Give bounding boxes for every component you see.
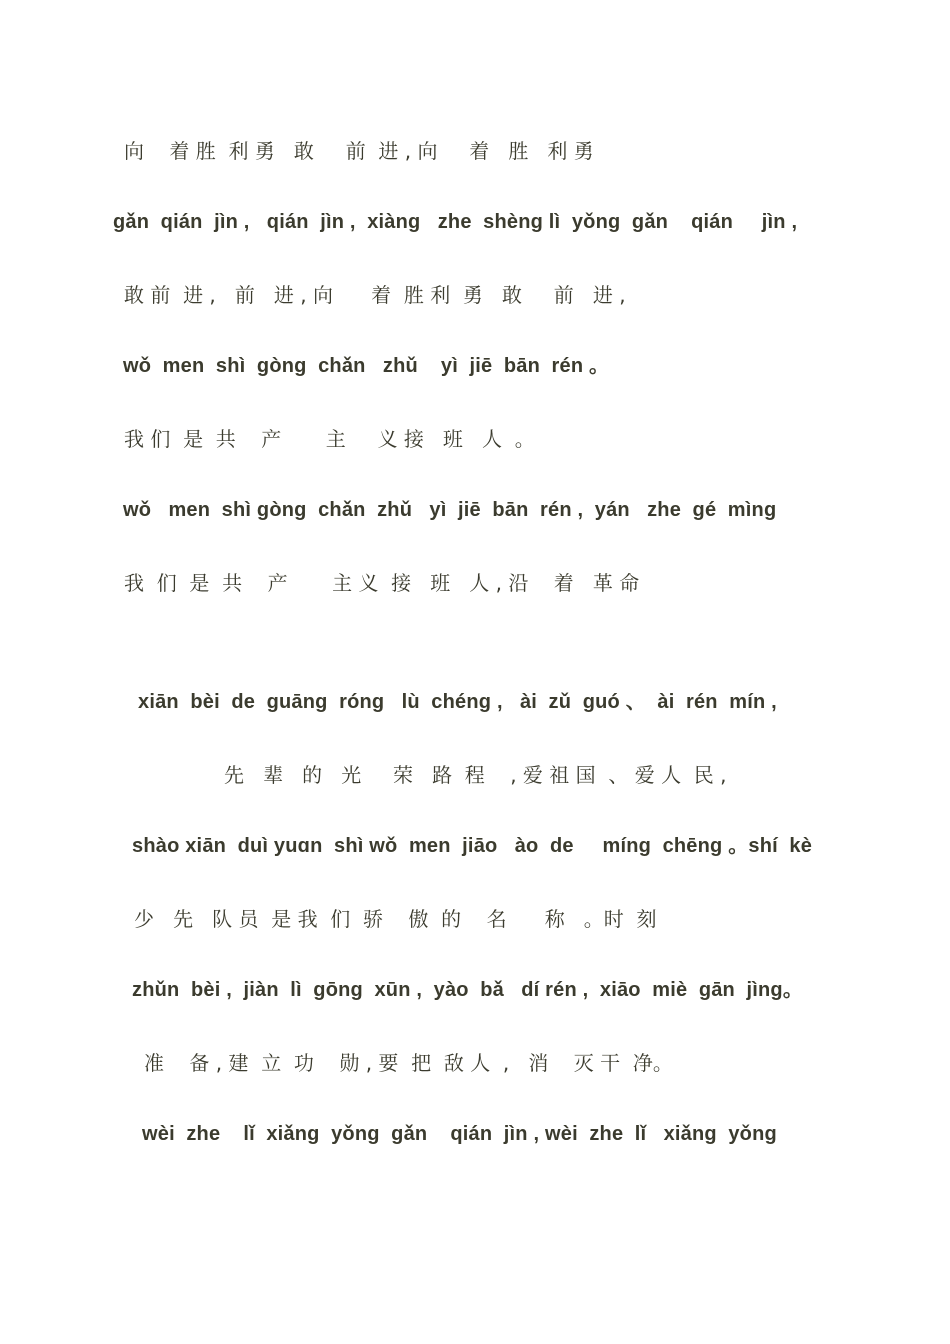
- lyric-pinyin-line-2: gǎn qián jìn , qián jìn , xiàng zhe shèng lì yǒng gǎn qián jìn ,: [113, 211, 798, 233]
- lyric-hanzi-line-1: 向 着 胜 利 勇 敢 前 进 , 向 着 胜 利 勇: [124, 139, 594, 163]
- lyric-hanzi-line-9: 先 辈 的 光 荣 路 程 , 爱 祖 国 、 爱 人 民 ,: [224, 763, 727, 787]
- lyric-hanzi-line-7: 我 们 是 共 产 主 义 接 班 人 , 沿 着 革 命: [124, 571, 640, 595]
- lyric-hanzi-line-13: 准 备 , 建 立 功 勋 , 要 把 敌 人 , 消 灭 干 净。: [144, 1051, 673, 1075]
- lyric-pinyin-line-4: wǒ men shì gòng chǎn zhǔ yì jiē bān rén 。: [123, 355, 610, 377]
- lyric-hanzi-line-3: 敢 前 进 , 前 进 , 向 着 胜 利 勇 敢 前 进 ,: [124, 283, 626, 307]
- lyric-hanzi-line-11: 少 先 队 员 是 我 们 骄 傲 的 名 称 。时 刻: [134, 907, 657, 931]
- lyric-pinyin-line-14: wèi zhe lǐ xiǎng yǒng gǎn qián jìn , wèi zhe lǐ xiǎng yǒng: [142, 1123, 777, 1145]
- lyric-pinyin-line-12: zhǔn bèi , jiàn lì gōng xūn , yào bǎ dí rén , xiāo miè gān jìng。: [132, 979, 804, 1001]
- lyric-pinyin-line-6: wǒ men shì gòng chǎn zhǔ yì jiē bān rén , yán zhe gé mìng: [123, 499, 777, 521]
- lyric-hanzi-line-5: 我 们 是 共 产 主 义 接 班 人 。: [124, 427, 535, 451]
- lyric-pinyin-line-10: shào xiān duì yuɑn shì wǒ men jiāo ào de míng chēng 。shí kè: [132, 835, 813, 857]
- lyric-pinyin-line-8: xiān bèi de guāng róng lù chéng , ài zǔ guó 、 ài rén mín ,: [138, 691, 777, 713]
